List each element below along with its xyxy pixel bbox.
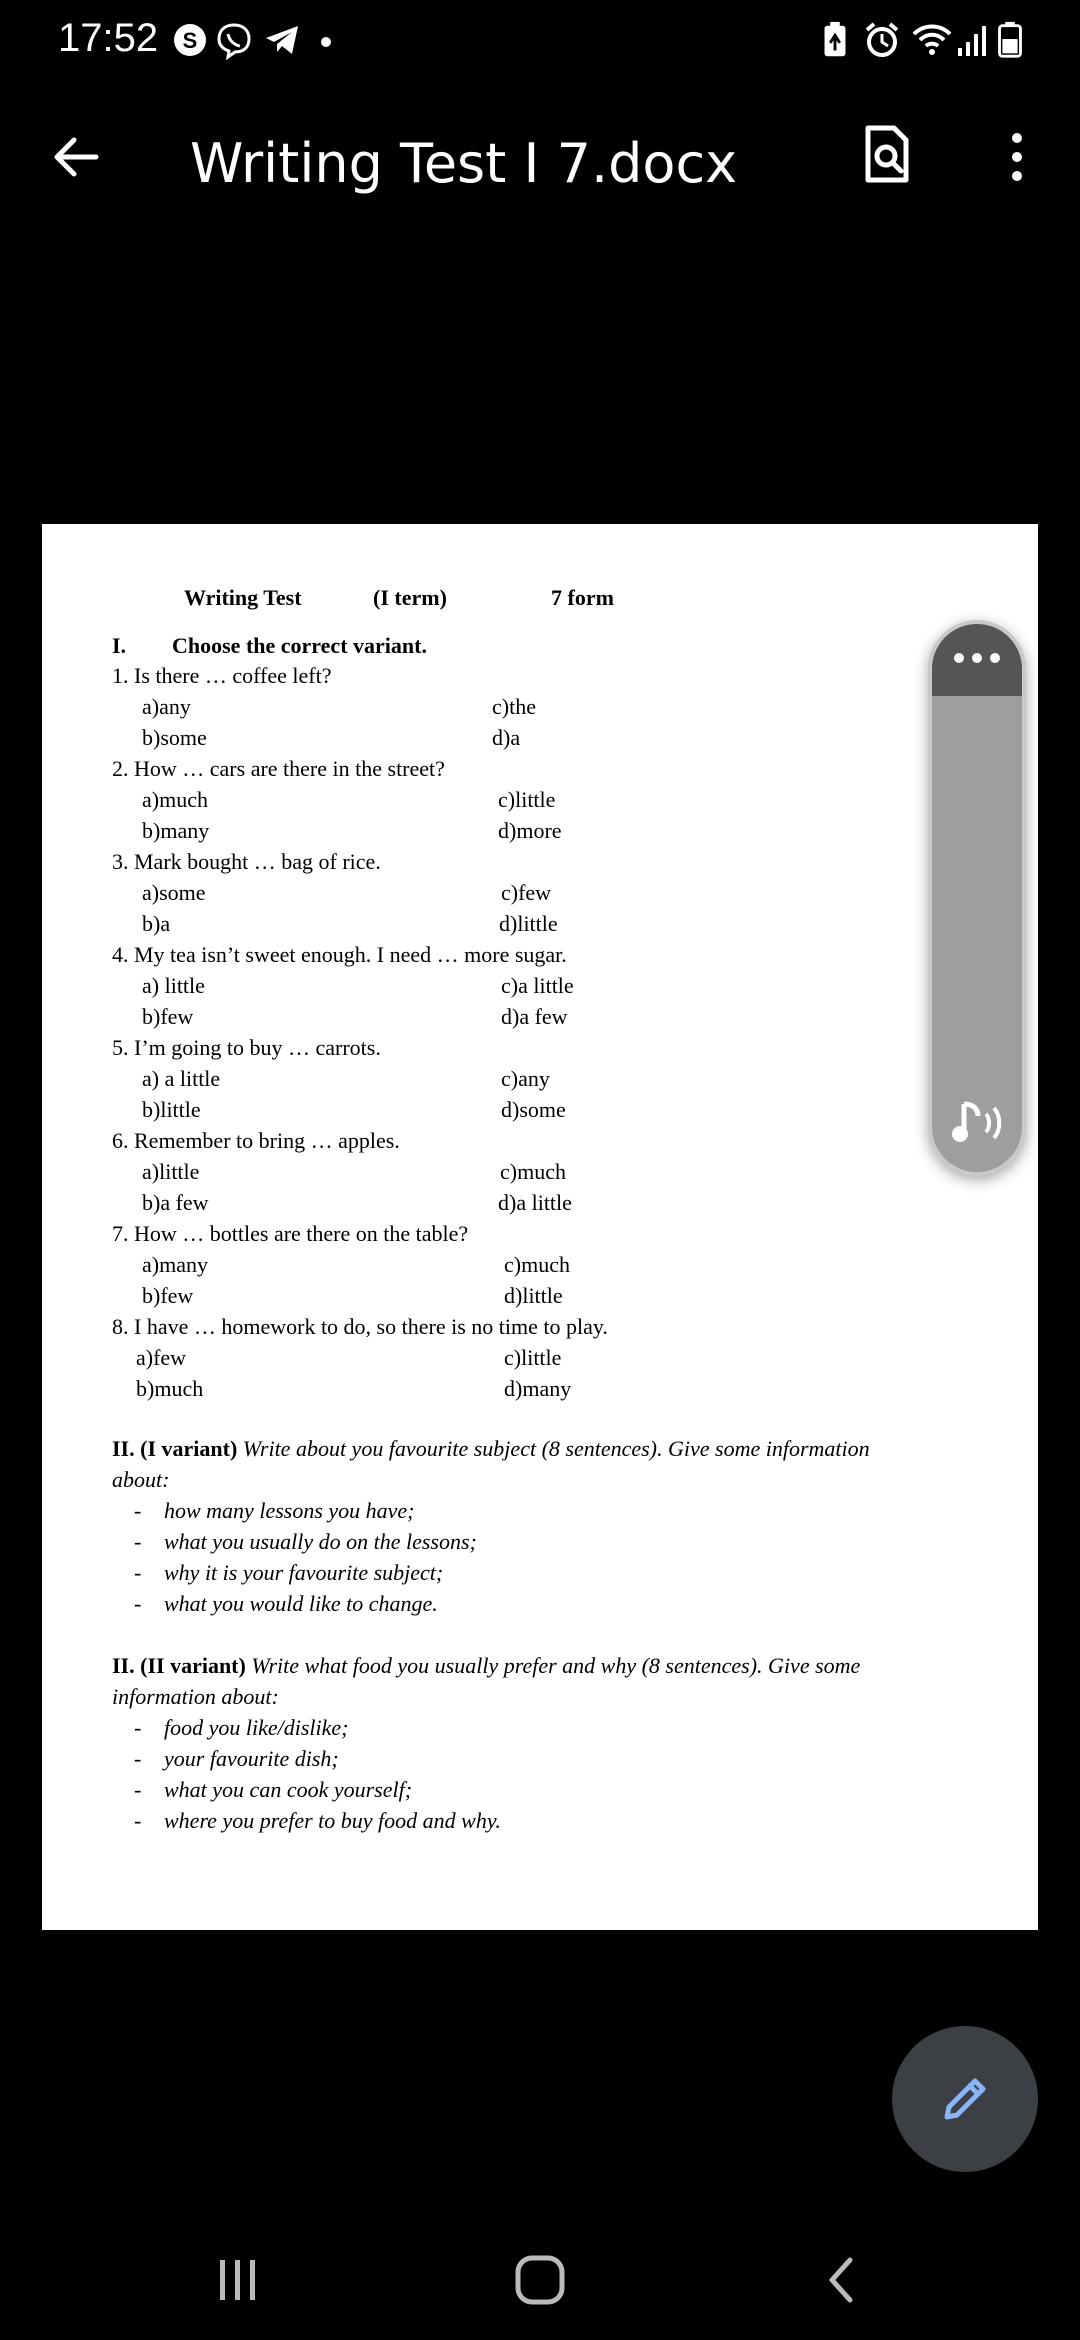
recents-icon[interactable] xyxy=(214,2256,262,2304)
notification-dot-icon xyxy=(316,20,336,60)
option-a: a)many xyxy=(142,1252,208,1277)
option-d: d)little xyxy=(504,1283,563,1308)
option-c: c)little xyxy=(498,787,556,812)
nav-back-icon[interactable] xyxy=(822,2254,862,2306)
variant2-bullet: your favourite dish; xyxy=(164,1746,339,1771)
option-d: d)a few xyxy=(501,1004,568,1029)
question-text: 8. I have … homework to do, so there is no time to play. xyxy=(112,1314,608,1339)
option-c: c)a little xyxy=(501,973,574,998)
variant2-text-cont: information about: xyxy=(112,1684,279,1709)
skype-icon xyxy=(170,20,210,60)
find-in-document-icon[interactable] xyxy=(860,124,914,186)
bullet-dash: - xyxy=(134,1498,142,1523)
option-a: a) little xyxy=(142,973,205,998)
bullet-dash: - xyxy=(134,1529,142,1554)
option-a: a)little xyxy=(142,1159,200,1184)
option-c: c)any xyxy=(501,1066,550,1091)
document-title: Writing Test I 7.docx xyxy=(190,132,738,195)
option-d: d)a little xyxy=(498,1190,572,1215)
question-text: 3. Mark bought … bag of rice. xyxy=(112,849,381,874)
variant1-bullet: what you usually do on the lessons; xyxy=(164,1529,477,1554)
variant1-label: II. (I variant) xyxy=(112,1436,238,1461)
question-text: 7. How … bottles are there on the table? xyxy=(112,1221,469,1246)
variant2-heading xyxy=(112,1654,860,1678)
option-c: c)much xyxy=(500,1159,566,1184)
option-b: b)a few xyxy=(142,1190,209,1215)
variant2-bullet: food you like/dislike; xyxy=(164,1715,349,1740)
variant1-text-cont: about: xyxy=(112,1467,170,1492)
variant2-bullet: what you can cook yourself; xyxy=(164,1777,413,1802)
bullet-dash: - xyxy=(134,1560,142,1585)
section-number: I. xyxy=(112,633,127,658)
variant1-heading xyxy=(112,1437,870,1461)
document-page[interactable] xyxy=(42,524,1038,1930)
option-b: b)many xyxy=(142,818,210,843)
option-d: d)many xyxy=(504,1376,572,1401)
doc-form: 7 form xyxy=(551,585,614,610)
edit-fab[interactable] xyxy=(892,2026,1038,2172)
battery-saver-icon xyxy=(820,20,850,60)
variant1-text: Write about you favourite subject (8 sentences). Give some information xyxy=(237,1436,870,1461)
wifi-icon xyxy=(910,20,954,60)
doc-term: (I term) xyxy=(373,585,447,610)
option-a: a)some xyxy=(142,880,206,905)
question-text: 2. How … cars are there in the street? xyxy=(112,756,445,781)
system-nav-bar xyxy=(0,2240,1080,2340)
option-a: a)much xyxy=(142,787,208,812)
question-text: 1. Is there … coffee left? xyxy=(112,663,332,688)
bullet-dash: - xyxy=(134,1715,142,1740)
doc-title: Writing Test xyxy=(184,585,302,610)
bullet-dash: - xyxy=(134,1591,142,1616)
option-c: c)few xyxy=(501,880,552,905)
svg-text:S: S xyxy=(182,28,198,53)
more-horiz-icon[interactable] xyxy=(950,648,1004,668)
signal-icon xyxy=(956,20,988,60)
option-b: b)a xyxy=(142,911,171,936)
viber-icon xyxy=(214,20,254,60)
status-bar xyxy=(0,0,1080,84)
variant2-label: II. (II variant) xyxy=(112,1653,246,1678)
option-b: b)few xyxy=(142,1283,194,1308)
alarm-icon xyxy=(862,20,902,60)
option-d: d)little xyxy=(499,911,558,936)
option-c: c)the xyxy=(492,694,536,719)
text-to-speech-icon[interactable] xyxy=(950,1096,1010,1152)
app-bar xyxy=(0,110,1080,220)
option-c: c)much xyxy=(504,1252,570,1277)
more-vert-icon[interactable] xyxy=(1000,130,1034,184)
option-a: a)few xyxy=(136,1345,187,1370)
status-time: 17:52 xyxy=(58,16,159,60)
option-b: b)much xyxy=(136,1376,204,1401)
back-arrow-icon[interactable] xyxy=(48,130,102,184)
option-d: d)some xyxy=(501,1097,566,1122)
battery-icon xyxy=(996,20,1024,60)
option-b: b)few xyxy=(142,1004,194,1029)
variant2-bullet: where you prefer to buy food and why. xyxy=(164,1808,501,1833)
option-a: a) a little xyxy=(142,1066,221,1091)
question-text: 4. My tea isn’t sweet enough. I need … more sugar. xyxy=(112,942,567,967)
section-title: Choose the correct variant. xyxy=(172,633,427,658)
telegram-icon xyxy=(262,20,302,60)
question-text: 5. I’m going to buy … carrots. xyxy=(112,1035,381,1060)
question-text: 6. Remember to bring … apples. xyxy=(112,1128,400,1153)
home-icon[interactable] xyxy=(514,2254,566,2306)
variant1-bullet: what you would like to change. xyxy=(164,1591,438,1616)
option-b: b)some xyxy=(142,725,207,750)
bullet-dash: - xyxy=(134,1777,142,1802)
variant2-text: Write what food you usually prefer and why (8 sentences). Give some xyxy=(245,1653,861,1678)
option-b: b)little xyxy=(142,1097,201,1122)
option-d: d)more xyxy=(498,818,562,843)
option-a: a)any xyxy=(142,694,191,719)
variant1-bullet: how many lessons you have; xyxy=(164,1498,415,1523)
option-d: d)a xyxy=(492,725,521,750)
variant1-bullet: why it is your favourite subject; xyxy=(164,1560,444,1585)
floating-side-panel[interactable] xyxy=(928,620,1026,1176)
bullet-dash: - xyxy=(134,1746,142,1771)
edit-pencil-icon xyxy=(937,2071,993,2127)
bullet-dash: - xyxy=(134,1808,142,1833)
side-panel-header[interactable] xyxy=(932,624,1022,696)
option-c: c)little xyxy=(504,1345,562,1370)
